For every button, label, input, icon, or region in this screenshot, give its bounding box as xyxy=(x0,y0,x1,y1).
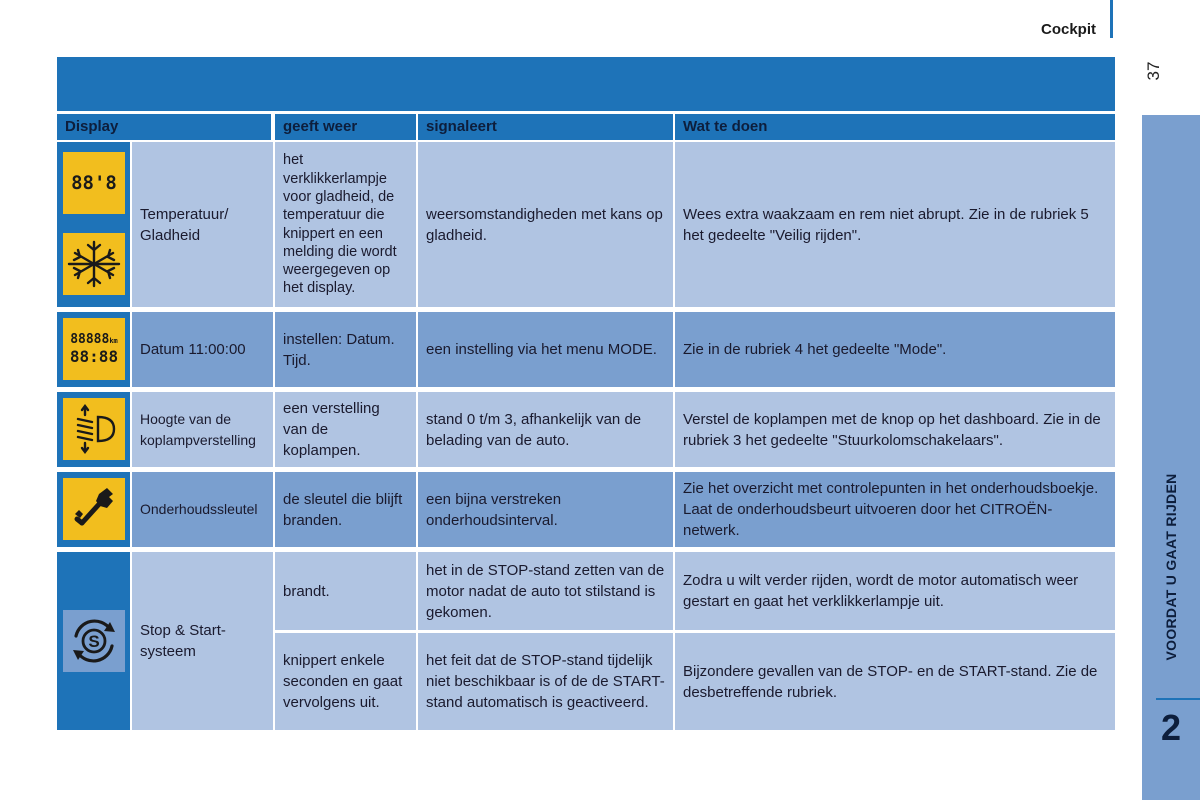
row-name: Stop & Start-systeem xyxy=(132,552,273,730)
row-signals: het feit dat de STOP-stand tijdelijk niet beschikbaar is of de de START-stand automatisch is geactiveerd. xyxy=(418,633,673,730)
lcd-date-text: 88888 xyxy=(70,332,110,347)
row-name: Temperatuur/ Gladheid xyxy=(132,142,273,307)
wrench-icon xyxy=(63,478,125,540)
row-action: Zie in de rubriek 4 het gedeelte "Mode". xyxy=(675,312,1115,387)
svg-text:S: S xyxy=(88,632,100,651)
row-action: Bijzondere gevallen van de STOP- en de START-stand. Zie de desbetreffende rubriek. xyxy=(675,633,1115,730)
header-divider xyxy=(1110,0,1113,38)
row-shows: het verklikkerlampje voor gladheid, de temperatuur die knippert en een melding die wordt weergegeven op het display. xyxy=(275,142,416,307)
chapter-tab xyxy=(1142,115,1200,800)
row-action: Zie het overzicht met controlepunten in het onderhoudsboekje. Laat de onderhoudsbeurt uitvoeren door het CITROËN-netwerk. xyxy=(675,472,1115,547)
chapter-title-text: VOORDAT U GAAT RIJDEN xyxy=(1163,473,1179,661)
row-signals: het in de STOP-stand zetten van de motor nadat de auto tot stilstand is gekomen. xyxy=(418,552,673,630)
lcd-temperature-text: 88'8 xyxy=(71,171,117,194)
row-signals: een instelling via het menu MODE. xyxy=(418,312,673,387)
row-action: Zodra u wilt verder rijden, wordt de motor automatisch weer gestart en gaat het verklikkerlampje uit. xyxy=(675,552,1115,630)
row-action: Wees extra waakzaam en rem niet abrupt. Zie in de rubriek 5 het gedeelte "Veilig rijden". xyxy=(675,142,1115,307)
row-signals: een bijna verstreken onderhoudsinterval. xyxy=(418,472,673,547)
row-shows: instellen: Datum. Tijd. xyxy=(275,312,416,387)
lcd-date-time-icon xyxy=(63,318,125,380)
section-title: Cockpit xyxy=(1041,21,1097,38)
row-signals: stand 0 t/m 3, afhankelijk van de belading van de auto. xyxy=(418,392,673,467)
column-header-signals: signaleert xyxy=(418,114,673,140)
row-shows: brandt. xyxy=(275,552,416,630)
row-action: Verstel de koplampen met de knop op het dashboard. Zie in de rubriek 3 het gedeelte "Stuurkolomschakelaars". xyxy=(675,392,1115,467)
row-name: Onderhoudssleutel xyxy=(132,472,273,547)
chapter-title xyxy=(1142,115,1200,661)
row-shows: de sleutel die blijft branden. xyxy=(275,472,416,547)
table-title-bar xyxy=(57,57,1115,111)
chapter-number: 2 xyxy=(1160,707,1182,748)
page-number: 37 xyxy=(1144,61,1163,81)
chapter-divider xyxy=(1156,698,1200,700)
headlamp-levelling-icon xyxy=(63,398,125,460)
stop-start-icon xyxy=(63,610,125,672)
lcd-unit-text: km xyxy=(109,337,118,345)
lcd-time-text: 88:88 xyxy=(69,347,119,366)
column-header-display: Display xyxy=(57,114,271,140)
column-header-action: Wat te doen xyxy=(675,114,1115,140)
row-name: Hoogte van de koplampverstelling xyxy=(132,392,273,467)
row-signals: weersomstandigheden met kans op gladheid. xyxy=(418,142,673,307)
column-header-shows: geeft weer xyxy=(275,114,416,140)
snowflake-icon xyxy=(63,233,125,295)
lcd-temperature-icon xyxy=(63,152,125,214)
row-name: Datum 11:00:00 xyxy=(132,312,273,387)
row-shows: een verstelling van de koplampen. xyxy=(275,392,416,467)
row-shows: knippert enkele seconden en gaat vervolgens uit. xyxy=(275,633,416,730)
